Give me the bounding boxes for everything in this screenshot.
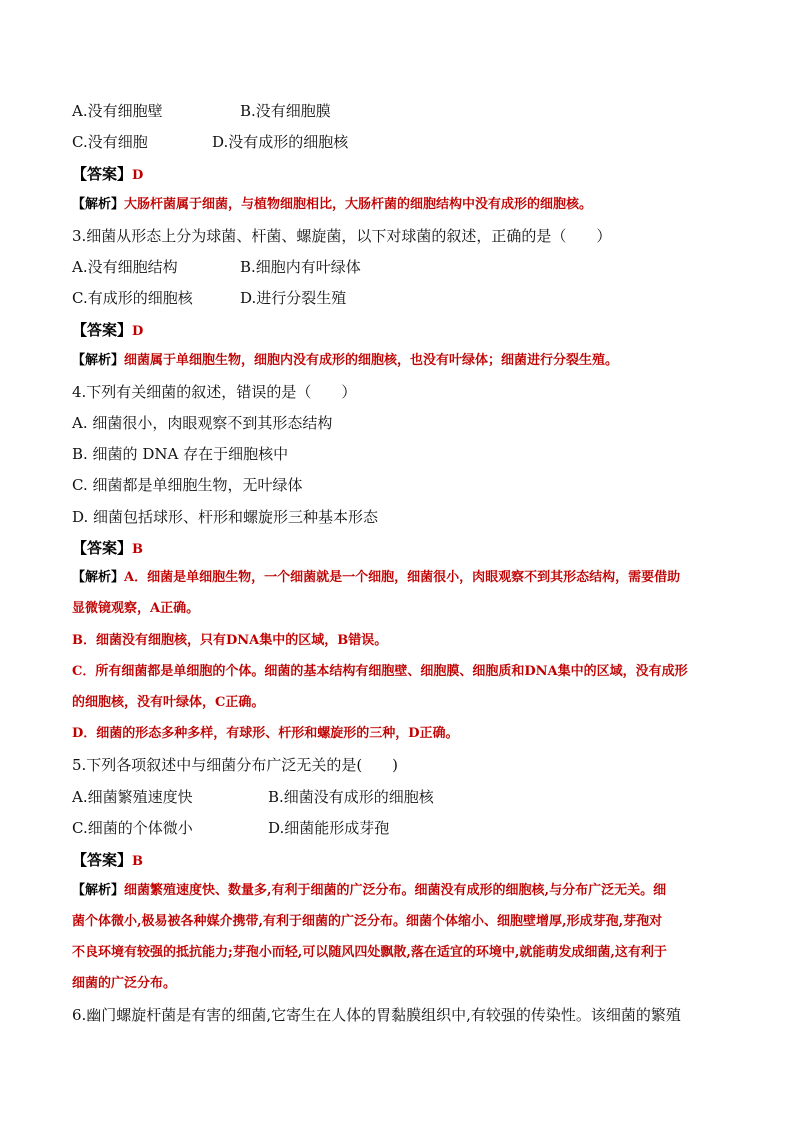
answer-value: B bbox=[132, 854, 144, 869]
q4-explanation-line-4: C．所有细菌都是单细胞的个体。细菌的基本结构有细胞壁、细胞膜、细胞质和DNA集中的区域，没有成形 bbox=[72, 664, 688, 679]
q5-options-row-1 bbox=[72, 787, 434, 807]
q4-explanation-line-6: D．细菌的形态多种多样，有球形、杆形和螺旋形的三种，D正确。 bbox=[72, 726, 459, 741]
q3-option-a: A.没有细胞结构 bbox=[72, 258, 178, 276]
q2-options-row-1 bbox=[72, 101, 331, 121]
q3-options-row-1 bbox=[72, 257, 361, 277]
q4-option-c: C. 细菌都是单细胞生物，无叶绿体 bbox=[72, 476, 303, 494]
explain-text: 大肠杆菌属于细菌，与植物细胞相比，大肠杆菌的细胞结构中没有成形的细胞核。 bbox=[124, 197, 593, 212]
q5-explanation-line-3: 不良环境有较强的抵抗能力;芽孢小而轻,可以随风四处飘散,落在适宜的环境中,就能萌发成细菌,这有利于 bbox=[72, 945, 667, 960]
q5-explanation-line-1 bbox=[72, 882, 666, 900]
q4-explanation-line-5: 的细胞核，没有叶绿体，C正确。 bbox=[72, 695, 265, 710]
q5-answer bbox=[72, 850, 143, 872]
explain-tag: 【解析】 bbox=[72, 570, 125, 585]
q4-explanation-line-1 bbox=[72, 569, 680, 587]
explain-tag: 【解析】 bbox=[72, 197, 125, 212]
q5-option-a: A.细菌繁殖速度快 bbox=[72, 788, 193, 806]
q4-option-d: D. 细菌包括球形、杆形和螺旋形三种基本形态 bbox=[72, 508, 379, 526]
answer-tag: 【答案】 bbox=[72, 539, 133, 557]
explain-text: 细菌属于单细胞生物，细胞内没有成形的细胞核，也没有叶绿体；细菌进行分裂生殖。 bbox=[124, 353, 619, 368]
answer-value: B bbox=[132, 542, 144, 557]
explain-tag: 【解析】 bbox=[72, 353, 125, 368]
explain-text: A．细菌是单细胞生物，一个细菌就是一个细胞，细菌很小，肉眼观察不到其形态结构，需要借助 bbox=[124, 570, 681, 585]
q2-option-b: B.没有细胞膜 bbox=[240, 102, 331, 120]
answer-value: D bbox=[132, 168, 144, 183]
q4-explanation-line-3: B．细菌没有细胞核，只有DNA集中的区域，B错误。 bbox=[72, 633, 388, 648]
q4-question: 4.下列有关细菌的叙述，错误的是（ ） bbox=[72, 383, 357, 401]
explain-text: 细菌繁殖速度快、数量多,有利于细菌的广泛分布。细菌没有成形的细胞核,与分布广泛无关。细 bbox=[124, 883, 667, 898]
q5-explanation-line-2: 菌个体微小,极易被各种媒介携带,有利于细菌的广泛分布。细菌个体缩小、细胞壁增厚,形成芽孢,芽孢对 bbox=[72, 914, 663, 929]
q3-question: 3.细菌从形态上分为球菌、杆菌、螺旋菌，以下对球菌的叙述，正确的是（ ） bbox=[72, 227, 612, 245]
answer-tag: 【答案】 bbox=[72, 165, 133, 183]
q2-options-row-2 bbox=[72, 132, 349, 152]
q3-option-c: C.有成形的细胞核 bbox=[72, 289, 193, 307]
q4-option-b: B. 细菌的 DNA 存在于细胞核中 bbox=[72, 445, 289, 463]
q5-question: 5.下列各项叙述中与细菌分布广泛无关的是( ) bbox=[72, 756, 399, 774]
q3-answer bbox=[72, 320, 143, 342]
q5-explanation-line-4: 细菌的广泛分布。 bbox=[72, 976, 177, 991]
q2-option-a: A.没有细胞壁 bbox=[72, 102, 163, 120]
q3-options-row-2 bbox=[72, 288, 347, 308]
q4-option-a: A. 细菌很小，肉眼观察不到其形态结构 bbox=[72, 414, 333, 432]
q2-option-c: C.没有细胞 bbox=[72, 133, 148, 151]
q2-option-d: D.没有成形的细胞核 bbox=[212, 133, 349, 151]
q2-answer bbox=[72, 164, 143, 186]
q3-explanation bbox=[72, 352, 618, 370]
q5-option-d: D.细菌能形成芽孢 bbox=[268, 819, 390, 837]
q3-option-d: D.进行分裂生殖 bbox=[240, 289, 347, 307]
q4-explanation-line-2: 显微镜观察，A正确。 bbox=[72, 601, 200, 616]
explain-tag: 【解析】 bbox=[72, 883, 125, 898]
answer-tag: 【答案】 bbox=[72, 851, 133, 869]
answer-value: D bbox=[132, 324, 144, 339]
q5-option-b: B.细菌没有成形的细胞核 bbox=[268, 788, 434, 806]
q5-options-row-2 bbox=[72, 818, 390, 838]
answer-tag: 【答案】 bbox=[72, 321, 133, 339]
q2-explanation bbox=[72, 196, 592, 214]
q6-question: 6.幽门螺旋杆菌是有害的细菌,它寄生在人体的胃黏膜组织中,有较强的传染性。该细菌的繁殖 bbox=[72, 1006, 681, 1024]
q5-option-c: C.细菌的个体微小 bbox=[72, 819, 193, 837]
q4-answer bbox=[72, 538, 143, 560]
q3-option-b: B.细胞内有叶绿体 bbox=[240, 258, 361, 276]
